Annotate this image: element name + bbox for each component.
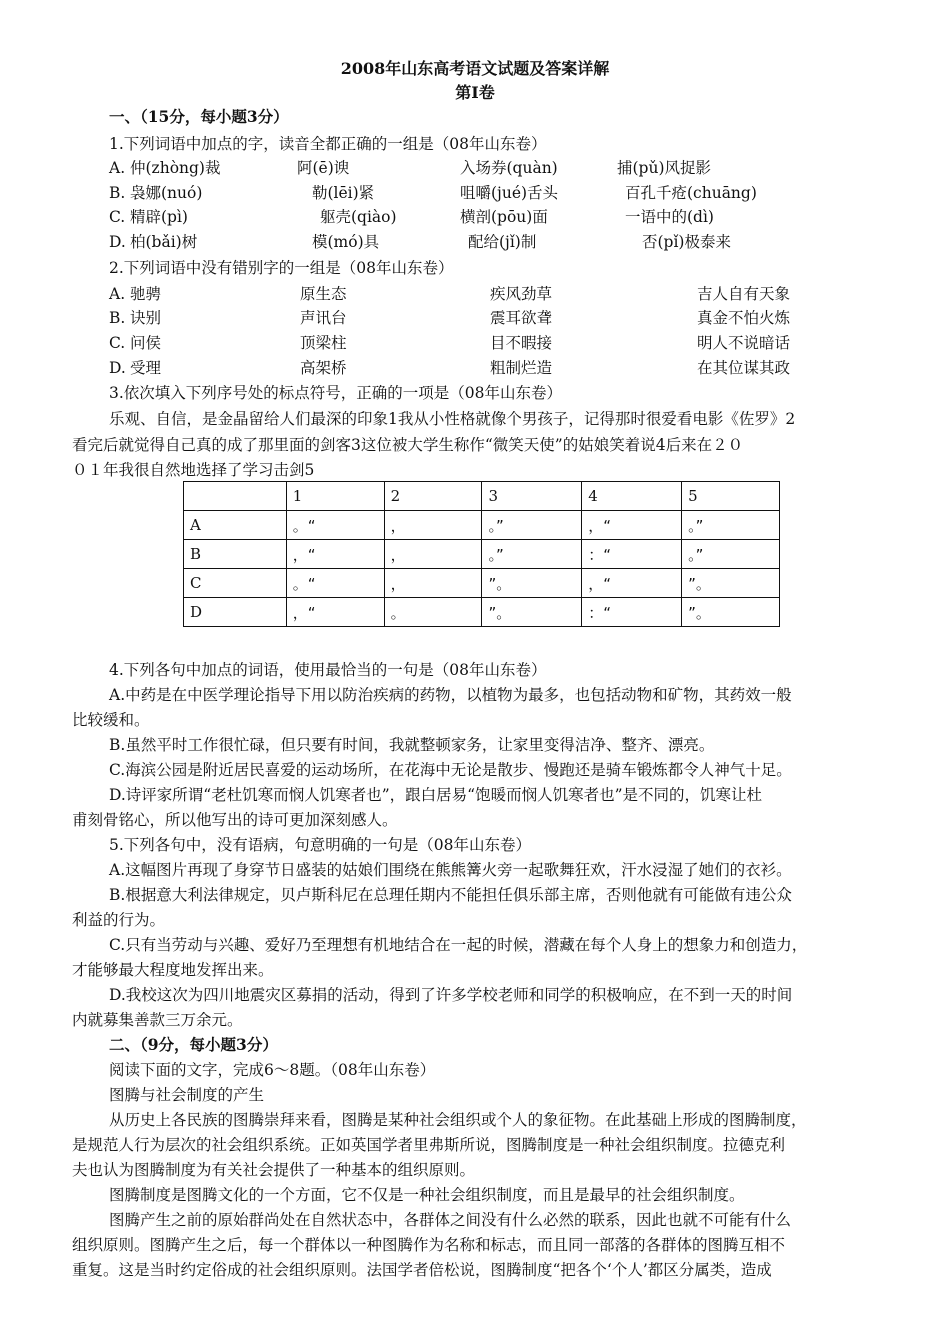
q5-option-d-cont: 内就募集善款三万余元。 [72,1011,243,1029]
table-cell: ，“ [286,540,384,569]
table-row [184,511,780,540]
table-row [184,598,780,627]
punctuation-table [183,481,780,627]
article-paragraph-line: 图腾制度是图腾文化的一个方面，它不仅是一种社会组织制度，而且是最早的社会组织制度。 [109,1186,745,1204]
q2-option-cell: 原生态 [300,285,347,303]
q4-option-d-cont: 甫刻骨铭心，所以他写出的诗可更加深刻感人。 [72,811,398,829]
volume-heading: 第Ⅰ卷 [455,83,495,102]
q2-option-cell: 声讯台 [300,309,347,327]
table-cell: 。“ [286,569,384,598]
table-cell: ， [384,511,482,540]
table-cell: 。” [482,540,582,569]
q2-option-cell: 顶梁柱 [300,334,347,352]
table-header-cell: 1 [286,482,384,511]
q5-option-b: B.根据意大利法律规定，贝卢斯科尼在总理任期内不能担任俱乐部主席，否则他就有可能做有违公众 [109,886,792,904]
q2-option-label: D. [109,359,126,377]
table-header-cell [184,482,287,511]
table-cell: 。” [682,540,780,569]
q4-stem: 4.下列各句中加点的词语，使用最恰当的一句是（08年山东卷） [109,661,547,679]
q1-option-cell: 配给(jǐ)制 [468,233,537,251]
q5-option-d: D.我校这次为四川地震灾区募捐的活动，得到了许多学校老师和同学的积极响应，在不到一天的时间 [109,986,793,1004]
table-cell: ，“ [582,569,682,598]
q1-option-cell: 一语中的(dì) [625,208,714,226]
article-paragraph-line: 重复。这是当时约定俗成的社会组织原则。法国学者倍松说，图腾制度“把各个‘个人’都区分属类，造成 [72,1261,772,1279]
table-cell: ：“ [582,540,682,569]
article-paragraph-line: 组织原则。图腾产生之后，每一个群体以一种图腾作为名称和标志，而且同一部落的各群体的图腾互相不 [72,1236,786,1254]
table-header-cell: 3 [482,482,582,511]
table-cell: ：“ [582,598,682,627]
table-header-cell: 2 [384,482,482,511]
q1-option-cell: 咀嚼(jué)舌头 [460,184,559,202]
q3-passage-line: ０１年我很自然地选择了学习击剑5 [72,461,315,479]
q4-option-b: B.虽然平时工作很忙碌，但只要有时间，我就整顿家务，让家里变得洁净、整齐、漂亮。 [109,736,715,754]
table-header-row [184,482,780,511]
q1-option-cell: 模(mó)具 [312,233,380,251]
q1-option-cell: 捕(pǔ)风捉影 [617,159,711,177]
q1-option-label: A. [109,159,126,177]
table-cell: ， [384,540,482,569]
table-row [184,540,780,569]
table-cell: 。” [482,511,582,540]
section2-intro: 阅读下面的文字，完成6～8题。（08年山东卷） [109,1061,436,1079]
article-paragraph-line: 夫也认为图腾制度为有关社会提供了一种基本的组织原则。 [72,1161,476,1179]
q2-option-cell: 诀别 [130,309,162,327]
table-cell: ， [384,569,482,598]
q1-option-cell: 阿(ē)谀 [297,159,350,177]
q2-option-cell: 真金不怕火炼 [697,309,791,327]
q5-stem: 5.下列各句中，没有语病，句意明确的一句是（08年山东卷） [109,836,532,854]
q5-option-b-cont: 利益的行为。 [72,911,166,929]
q1-option-cell: 躯壳(qiào) [320,208,397,226]
article-paragraph-line: 图腾产生之前的原始群尚处在自然状态中，各群体之间没有什么必然的联系，因此也就不可能有什么 [109,1211,792,1229]
q2-option-cell: 受理 [130,359,162,377]
q1-option-label: C. [109,208,126,226]
q1-stem: 1.下列词语中加点的字，读音全都正确的一组是（08年山东卷） [109,135,547,153]
q1-option-cell: 柏(bǎi)树 [130,233,198,251]
q3-passage-line: 看完后就觉得自己真的成了那里面的剑客3这位被大学生称作“微笑天使”的姑娘笑着说4后来在２０ [72,436,744,454]
q2-option-cell: 疾风劲草 [490,285,553,303]
q2-option-cell: 驰骋 [130,285,162,303]
q1-option-cell: 否(pǐ)极泰来 [642,233,731,251]
q3-passage-line: 乐观、自信，是金晶留给人们最深的印象1我从小性格就像个男孩子，记得那时很爱看电影《佐罗》2 [109,410,796,428]
q2-option-label: A. [109,285,126,303]
q4-option-a-cont: 比较缓和。 [72,711,150,729]
article-paragraph-line: 是规范人行为层次的社会组织系统。正如英国学者里弗斯所说，图腾制度是一种社会组织制度。拉德克利 [72,1136,786,1154]
q1-option-cell: 仲(zhòng)裁 [130,159,221,177]
q2-stem: 2.下列词语中没有错别字的一组是（08年山东卷） [109,259,454,277]
section2-heading: 二、（9分，每小题3分） [109,1035,278,1054]
table-cell: 。 [384,598,482,627]
table-cell: ”。 [682,598,780,627]
q3-stem: 3.依次填入下列序号处的标点符号，正确的一项是（08年山东卷） [109,384,563,402]
table-cell: ”。 [482,598,582,627]
table-cell: B [184,540,287,569]
q2-option-cell: 吉人自有天象 [697,285,791,303]
q2-option-label: C. [109,334,126,352]
table-cell: A [184,511,287,540]
table-cell: 。“ [286,511,384,540]
q1-option-label: D. [109,233,126,251]
q4-option-a: A.中药是在中医学理论指导下用以防治疾病的药物，以植物为最多，也包括动物和矿物，其药效一般 [109,686,792,704]
table-header-cell: 5 [682,482,780,511]
q5-option-c: C.只有当劳动与兴趣、爱好乃至理想有机地结合在一起的时候，潜藏在每个人身上的想象力和创造力， [109,936,808,954]
table-cell: D [184,598,287,627]
table-header-cell: 4 [582,482,682,511]
q5-option-c-cont: 才能够最大程度地发挥出来。 [72,961,274,979]
q5-option-a: A.这幅图片再现了身穿节日盛装的姑娘们围绕在熊熊篝火旁一起歌舞狂欢，汗水浸湿了她们的衣衫。 [109,861,792,879]
q4-option-c: C.海滨公园是附近居民喜爱的运动场所，在花海中无论是散步、慢跑还是骑车锻炼都令人神气十足。 [109,761,792,779]
q2-option-cell: 震耳欲聋 [490,309,553,327]
table-row [184,569,780,598]
table-cell: 。” [682,511,780,540]
q2-option-cell: 问侯 [130,334,162,352]
q1-option-cell: 入场券(quàn) [460,159,558,177]
q1-option-label: B. [109,184,126,202]
table-cell: ，“ [582,511,682,540]
table-cell: C [184,569,287,598]
q2-option-cell: 明人不说暗话 [697,334,791,352]
article-title: 图腾与社会制度的产生 [109,1086,265,1104]
q2-option-cell: 高架桥 [300,359,347,377]
q2-option-cell: 目不暇接 [490,334,553,352]
q4-option-d: D.诗评家所谓“老杜饥寒而悯人饥寒者也”，跟白居易“饱暖而悯人饥寒者也”是不同的，饥寒让杜 [109,786,763,804]
table-cell: ”。 [482,569,582,598]
q1-option-cell: 横剖(pōu)面 [460,208,548,226]
table-cell: ，“ [286,598,384,627]
article-paragraph-line: 从历史上各民族的图腾崇拜来看，图腾是某种社会组织或个人的象征物。在此基础上形成的图腾制度， [109,1111,807,1129]
q2-option-cell: 在其位谋其政 [697,359,791,377]
q2-option-label: B. [109,309,126,327]
section1-heading: 一、（15分，每小题3分） [109,107,289,126]
q1-option-cell: 袅娜(nuó) [130,184,203,202]
q1-option-cell: 精辟(pì) [130,208,188,226]
q1-option-cell: 勒(lēi)紧 [312,184,375,202]
table-cell: ”。 [682,569,780,598]
q2-option-cell: 粗制烂造 [490,359,553,377]
q1-option-cell: 百孔千疮(chuāng) [625,184,757,202]
document-title: 2008年山东高考语文试题及答案详解 [340,59,610,78]
